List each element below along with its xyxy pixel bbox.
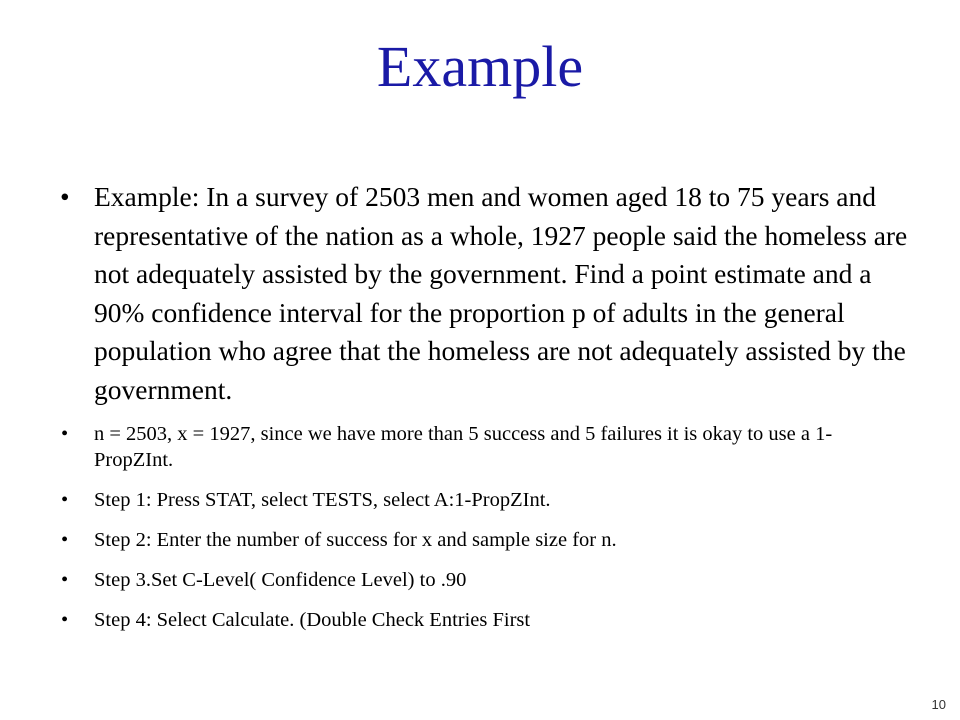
bullet-text: Step 1: Press STAT, select TESTS, select A:1-PropZInt. (94, 489, 551, 511)
bullet-item-problem-statement (58, 178, 910, 409)
bullet-item-step-4 (58, 607, 910, 633)
bullet-list (58, 178, 910, 647)
bullet-dot-icon: • (60, 181, 70, 212)
slide-title: Example (376, 34, 584, 99)
bullet-dot-icon: • (61, 529, 69, 551)
bullet-item-step-1 (58, 487, 910, 513)
bullet-dot-icon: • (61, 609, 69, 631)
bullet-item-step-2 (58, 527, 910, 553)
bullet-text: Step 2: Enter the number of success for x and sample size for n. (94, 529, 617, 551)
bullet-dot-icon: • (61, 569, 69, 591)
bullet-text: Example: In a survey of 2503 men and women aged 18 to 75 years and representative of the nation as a whole, 1927 people said the homeless are not adequately assisted by the government. Find a point estimate and a 90% confidence interval for the proportion p of adults in the general population who agree that the homeless are not adequately assisted by the government. (94, 181, 908, 405)
bullet-text: n = 2503, x = 1927, since we have more than 5 success and 5 failures it is okay to use a 1-PropZInt. (94, 423, 833, 471)
bullet-dot-icon: • (61, 489, 69, 511)
bullet-text: Step 4: Select Calculate. (Double Check Entries First (94, 609, 531, 631)
page-number: 10 (931, 697, 946, 712)
bullet-item-step-3 (58, 567, 910, 593)
bullet-item-given-values (58, 421, 910, 473)
bullet-dot-icon: • (61, 423, 69, 445)
bullet-text: Step 3.Set C-Level( Confidence Level) to .90 (94, 569, 467, 591)
